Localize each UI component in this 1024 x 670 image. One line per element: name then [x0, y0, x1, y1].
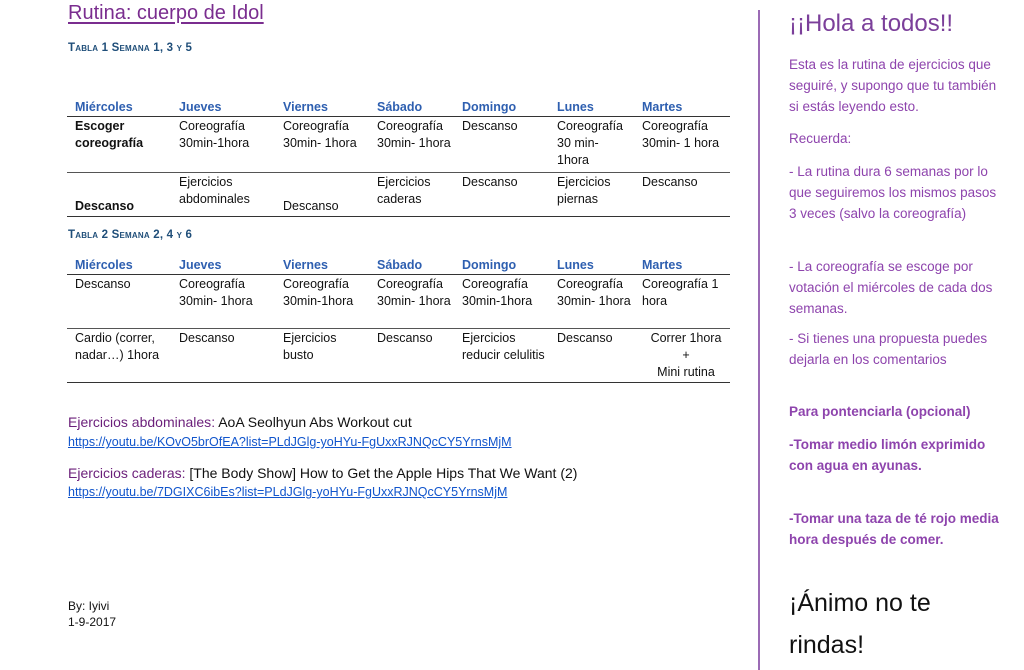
table1-cell: Ejercicios abdominales — [171, 172, 275, 216]
table2-cell: Coreografía 30min- 1hora — [549, 274, 634, 328]
sidebar-bullet: - La coreografía se escoge por votación el miércoles de cada dos semanas. — [789, 259, 993, 316]
table1-cell: Coreografía 30 min- 1hora — [549, 116, 634, 172]
sidebar-recuerda: Recuerda: — [789, 131, 852, 146]
table1-schedule — [67, 89, 730, 217]
exercise-title: AoA Seolhyun Abs Workout cut — [218, 414, 412, 430]
exercise-label: Ejercicios caderas — [68, 465, 182, 481]
table1-header: Jueves — [171, 89, 275, 116]
table2-cell — [634, 328, 730, 382]
exercise-label: Ejercicios abdominales — [68, 414, 212, 430]
table1-cell: Ejercicios caderas — [369, 172, 454, 216]
table1-cell: Ejercicios piernas — [549, 172, 634, 216]
youtube-link[interactable]: https://youtu.be/KOvO5brOfEA?list=PLdJGlg-yoHYu-FgUxxRJNQcCY5YrnsMjM — [68, 435, 512, 449]
table2-header: Domingo — [454, 256, 549, 274]
table-row — [67, 328, 730, 382]
byline — [68, 598, 116, 630]
exercise-title: [The Body Show] How to Get the Apple Hips That We Want (2) — [189, 465, 578, 481]
table2-cell: Descanso — [67, 274, 171, 328]
exercise-abdominales-link[interactable] — [68, 435, 512, 449]
table1-cell: Descanso — [454, 116, 549, 172]
table1-cell: Coreografía 30min- 1 hora — [634, 116, 730, 172]
date: 1-9-2017 — [68, 615, 117, 629]
sidebar-closing: ¡Ánimo no te rindas! — [789, 589, 931, 659]
table2-schedule — [67, 256, 730, 383]
sidebar-potenciar-title: Para pontenciarla (opcional) — [789, 404, 971, 419]
table1-header: Viernes — [275, 89, 369, 116]
table2-cell: Ejercicios reducir celulitis — [454, 328, 549, 382]
table1-header: Domingo — [454, 89, 549, 116]
table2-cell: Coreografía 30min- 1hora — [171, 274, 275, 328]
table1-cell: Descanso — [275, 172, 369, 216]
sidebar-tip: -Tomar medio limón exprimido con agua en ayunas. — [789, 437, 986, 473]
table2-cell: Coreografía 30min-1hora — [275, 274, 369, 328]
table2-header: Jueves — [171, 256, 275, 274]
table2-header: Martes — [634, 256, 730, 274]
martes-mini-rutina: Mini rutina — [657, 364, 715, 379]
author: By: Iyivi — [68, 599, 110, 613]
table2-cell: Coreografía 1 hora — [634, 274, 730, 328]
exercise-caderas: Ejercicios caderas: [The Body Show] How to Get the Apple Hips That We Want (2) — [68, 465, 578, 481]
table1-cell: Coreografía 30min- 1hora — [369, 116, 454, 172]
table2-caption: Tabla 2 Semana 2, 4 y 6 — [68, 229, 193, 241]
table-row — [67, 274, 730, 328]
table2-header: Miércoles — [67, 256, 171, 274]
table1-cell: Coreografía 30min-1hora — [171, 116, 275, 172]
exercise-abdominales: Ejercicios abdominales: AoA Seolhyun Abs Workout cut — [68, 414, 412, 430]
document-title: Rutina: cuerpo de Idol — [68, 2, 264, 24]
table2-cell: Descanso — [369, 328, 454, 382]
table1-cell: Descanso — [634, 172, 730, 216]
sidebar-bullet: - Si tienes una propuesta puedes dejarla en los comentarios — [789, 331, 988, 367]
table2-cell: Coreografía 30min- 1hora — [369, 274, 454, 328]
youtube-link[interactable]: https://youtu.be/7DGIXC6ibEs?list=PLdJGlg-yoHYu-FgUxxRJNQcCY5YrnsMjM — [68, 485, 508, 499]
table2-cell: Descanso — [171, 328, 275, 382]
table2-header: Viernes — [275, 256, 369, 274]
table-row — [67, 116, 730, 172]
table2-cell: Descanso — [549, 328, 634, 382]
table-row — [67, 172, 730, 216]
sidebar-tip: -Tomar una taza de té rojo media hora después de comer. — [789, 511, 999, 547]
table1-header: Sábado — [369, 89, 454, 116]
table1-caption: Tabla 1 Semana 1, 3 y 5 — [68, 42, 193, 54]
table1-cell: Escoger coreografía — [67, 116, 171, 172]
exercise-caderas-link[interactable] — [68, 485, 507, 499]
martes-cardio: Correr 1hora — [650, 330, 722, 345]
sidebar-intro: Esta es la rutina de ejercicios que seguiré, y supongo que tu también si estás leyendo esto. — [789, 57, 997, 114]
martes-plus: + — [682, 347, 690, 362]
table2-cell: Ejercicios busto — [275, 328, 369, 382]
table1-header: Miércoles — [67, 89, 171, 116]
table1-cell: Descanso — [67, 172, 171, 216]
table2-cell: Cardio (correr, nadar…) 1hora — [67, 328, 171, 382]
table2-header: Lunes — [549, 256, 634, 274]
table1-cell: Coreografía 30min- 1hora — [275, 116, 369, 172]
sidebar-greeting: ¡¡Hola a todos!! — [789, 10, 954, 37]
table2-cell: Coreografía 30min-1hora — [454, 274, 549, 328]
table1-header: Martes — [634, 89, 730, 116]
table2-header: Sábado — [369, 256, 454, 274]
table1-cell: Descanso — [454, 172, 549, 216]
column-divider — [758, 10, 760, 670]
table1-header: Lunes — [549, 89, 634, 116]
sidebar-bullet: - La rutina dura 6 semanas por lo que seguiremos los mismos pasos 3 veces (salvo la coreografía) — [789, 164, 997, 221]
